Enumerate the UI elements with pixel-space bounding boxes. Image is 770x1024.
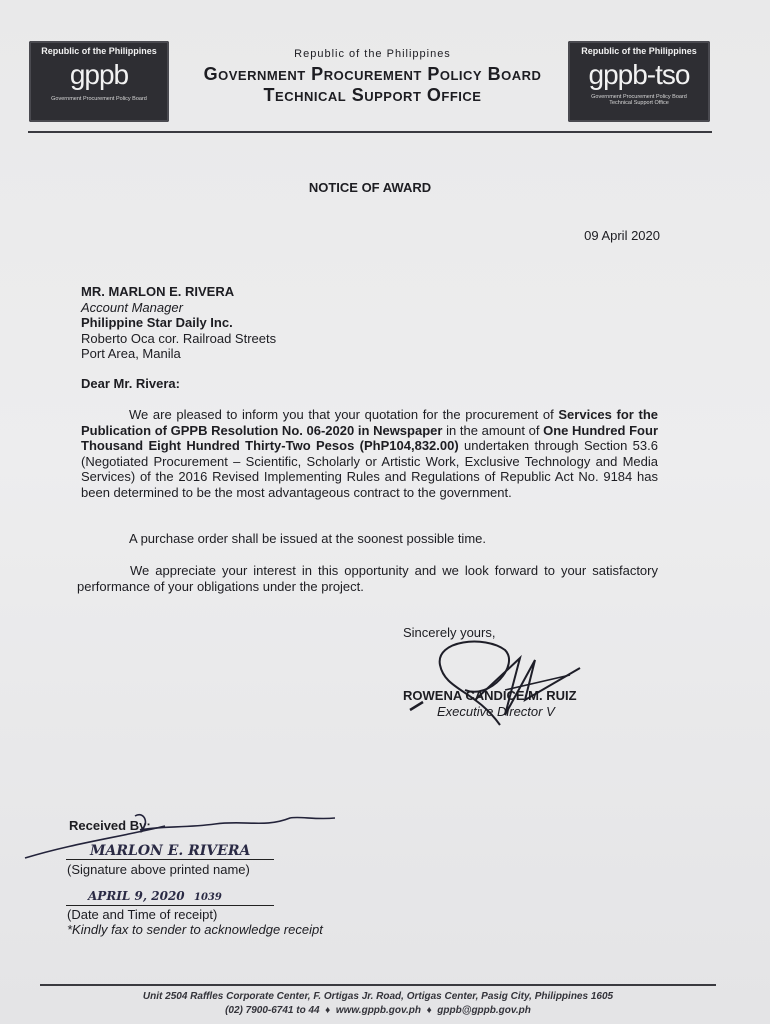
logo-mark: gppb-tso [588,59,690,90]
receipt-time-handwritten: 1039 [194,892,222,903]
recipient-address-2: Port Area, Manila [81,346,181,362]
logo-mark: gppb [69,59,129,90]
office-name: Technical Support Office [263,85,482,105]
date-caption: (Date and Time of receipt) [67,907,218,922]
para-text: We are pleased to inform you that your quotation for the procurement of [129,407,559,422]
footer-email: gppb@gppb.gov.ph [437,1005,531,1016]
closing-paragraph: We appreciate your interest in this opportunity and we look forward to your satisfactory performance of your obligations under the project. [77,563,658,594]
recipient-company: Philippine Star Daily Inc. [81,315,233,331]
recipient-name: MR. MARLON E. RIVERA [81,284,235,299]
logo-bottom-text-2: Technical Support Office [609,100,669,106]
purchase-order-paragraph: A purchase order shall be issued at the soonest possible time. [129,531,486,546]
date-line [66,905,274,906]
award-amount: One Hundred Four Thousand Eight Hundred Thirty-Two Pesos (PhP104,832.00) [81,422,658,454]
project-name: Services for the Publication of GPPB Resolution No. 06-2020 in Newspaper [81,407,658,438]
footer-phone: (02) 7900-6741 to 44 [225,1005,320,1016]
fax-note: *Kindly fax to sender to acknowledge receipt [67,922,323,937]
recipient-block [81,284,481,362]
name-line [66,859,274,860]
footer-address: Unit 2504 Raffles Corporate Center, F. Ortigas Jr. Road, Ortigas Center, Pasig City, Philippines 1605 [142,991,614,1002]
signatory-name: ROWENA CANDICE M. RUIZ [403,688,577,703]
gppb-tso-logo [568,41,710,122]
salutation: Dear Mr. Rivera: [81,376,180,391]
header-divider [28,131,712,133]
printed-name-handwritten: MARLON E. RIVERA [90,843,251,859]
document-title: NOTICE OF AWARD [308,180,432,195]
closing-phrase: Sincerely yours, [403,625,496,640]
para-text: in the amount of [442,422,544,438]
footer-contacts [40,1005,716,1016]
bullet-icon: ♦ [423,1005,435,1016]
bullet-icon: ♦ [322,1005,334,1016]
recipient-position: Account Manager [81,299,183,315]
logo-bottom-text: Government Procurement Policy Board [591,94,687,100]
name-caption: (Signature above printed name) [67,862,250,877]
signatory-title: Executive Director V [437,704,555,719]
agency-name: Government Procurement Policy Board [203,64,542,84]
logo-bottom-text: Government Procurement Policy Board [51,96,147,102]
award-paragraph [81,407,658,501]
gppb-logo [29,41,169,122]
received-by-label: Received By: [69,818,151,833]
para-text: undertaken through Section 53.6 (Negotiated Procurement – Scientific, Scholarly or Artistic Work, Exclusive Technology and Media Services) of the 2016 Revised Implementing Rules and Regulations of Republic Act No. 9184 has been determined to be the most advantageous contract to the government. [81,438,658,500]
letter-date: 09 April 2020 [584,228,660,243]
letterhead [180,48,565,106]
receipt-date-handwritten: APRIL 9, 2020 [88,889,185,903]
footer-divider [40,984,716,986]
logo-top-text: Republic of the Philippines [41,46,157,56]
republic-line: Republic of the Philippines [294,48,451,60]
logo-top-text: Republic of the Philippines [581,46,697,56]
recipient-address-1: Roberto Oca cor. Railroad Streets [81,330,277,346]
footer-website: www.gppb.gov.ph [335,1005,422,1016]
